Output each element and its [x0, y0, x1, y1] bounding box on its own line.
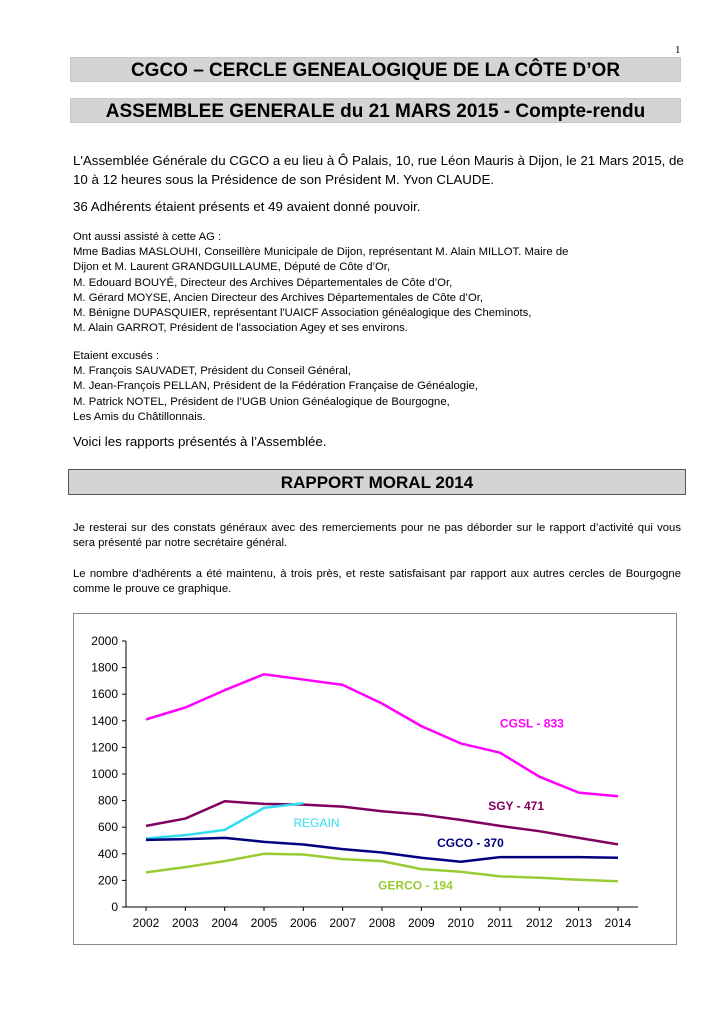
series-label: CGSL - 833: [500, 716, 564, 731]
attendance-count: 36 Adhérents étaient présents et 49 avaient donné pouvoir.: [73, 199, 421, 214]
x-tick-label: 2005: [250, 916, 278, 930]
attendee-line: M. Bénigne DUPASQUIER, représentant l'UAICF Association généalogique des Cheminots,: [73, 307, 532, 320]
x-tick-label: 2009: [407, 916, 435, 930]
excused-line: Les Amis du Châtillonnais.: [73, 410, 206, 423]
y-tick-label: 0: [111, 900, 118, 914]
x-tick-label: 2014: [604, 916, 632, 930]
y-tick-label: 1600: [91, 687, 118, 702]
moral-paragraph-1: Je resterai sur des constats généraux avec des remerciements pour ne pas déborder sur le rapport d’activité qui vous sera présenté par notre secrétaire général.: [73, 522, 681, 549]
x-tick-label: 2004: [211, 916, 239, 930]
excused-line: M. Patrick NOTEL, Président de l’UGB Union Généalogique de Bourgogne,: [73, 395, 450, 408]
x-tick-label: 2007: [329, 916, 357, 930]
x-tick-label: 2013: [565, 916, 593, 930]
attendee-line: Mme Badias MASLOUHI, Conseillère Municipale de Dijon, représentant M. Alain MILLOT. Maire de: [73, 246, 569, 259]
series-label: REGAIN: [293, 816, 340, 831]
x-tick-label: 2002: [132, 916, 160, 930]
section-title-rapport-moral: RAPPORT MORAL 2014: [68, 469, 686, 495]
y-tick-label: 1800: [91, 660, 118, 675]
y-tick-label: 600: [97, 820, 118, 835]
attendee-line: M. Gérard MOYSE, Ancien Directeur des Archives Départementales de Côte d’Or,: [73, 291, 484, 304]
excused-line: M. François SAUVADET, Président du Conseil Général,: [73, 365, 351, 378]
y-tick-label: 1000: [91, 767, 118, 781]
membership-chart-svg: [74, 614, 676, 944]
x-tick-label: 2010: [447, 916, 475, 930]
x-tick-label: 2003: [171, 916, 199, 930]
series-label: GERCO - 194: [378, 878, 453, 893]
attendee-line: Dijon et M. Laurent GRANDGUILLAUME, Député de Côte d’Or,: [73, 261, 391, 274]
reports-intro: Voici les rapports présentés à l’Assemblée.: [73, 434, 327, 449]
series-line: [146, 838, 618, 862]
series-label: SGY - 471: [488, 798, 545, 813]
series-label: CGCO - 370: [437, 836, 504, 851]
x-tick-label: 2006: [289, 916, 317, 930]
y-tick-label: 800: [97, 793, 118, 808]
y-tick-label: 2000: [91, 634, 118, 648]
attendees-list: [73, 230, 568, 336]
attendee-line: M. Edouard BOUYÉ, Directeur des Archives Départementales de Côte d’Or,: [73, 276, 453, 289]
y-tick-label: 400: [97, 846, 118, 861]
x-tick-label: 2008: [368, 916, 396, 930]
document-subtitle: ASSEMBLEE GENERALE du 21 MARS 2015 - Compte-rendu: [70, 98, 681, 123]
page-number: 1: [675, 44, 681, 56]
excused-heading: Etaient excusés :: [73, 350, 160, 362]
document-title: CGCO – CERCLE GENEALOGIQUE DE LA CÔTE D’OR: [70, 57, 681, 82]
excused-list: [73, 349, 478, 425]
moral-paragraph-2: Le nombre d’adhérents a été maintenu, à trois près, et reste satisfaisant par rapport aux autres cercles de Bourgogne comme le prouve ce graphique.: [73, 568, 681, 595]
y-tick-label: 200: [97, 873, 118, 888]
excused-line: M. Jean-François PELLAN, Président de la Fédération Française de Généalogie,: [73, 380, 479, 393]
attendee-line: M. Alain GARROT, Président de l'association Agey et ses environs.: [73, 322, 408, 335]
y-tick-label: 1200: [91, 740, 118, 755]
series-line: [146, 674, 618, 796]
x-tick-label: 2012: [525, 916, 553, 930]
x-tick-label: 2011: [487, 916, 513, 930]
y-tick-label: 1400: [91, 713, 118, 728]
attendees-heading: Ont aussi assisté à cette AG :: [73, 231, 222, 243]
intro-paragraph: L'Assemblée Générale du CGCO a eu lieu à Ô Palais, 10, rue Léon Mauris à Dijon, le 21 Mars 2015, de 10 à 12 heures sous la Présidence de son Président M. Yvon CLAUDE.: [73, 153, 684, 187]
membership-chart: [73, 613, 677, 945]
